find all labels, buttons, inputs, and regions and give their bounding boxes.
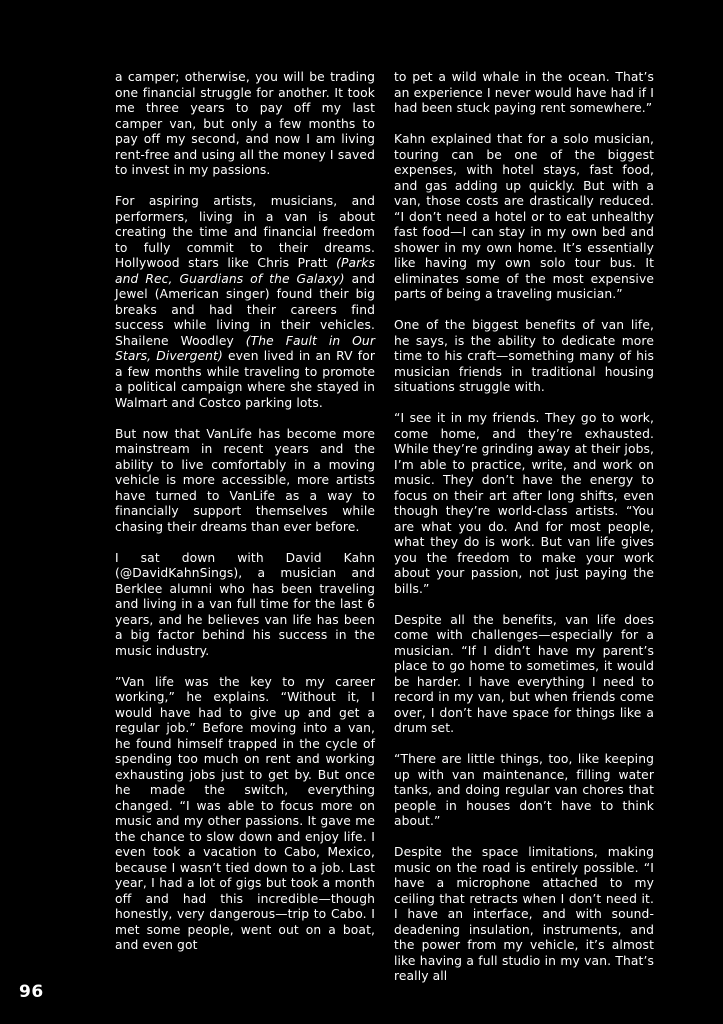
body-paragraph: a camper; otherwise, you will be trading one financial struggle for another. It took me three years to pay off my last camper van, but only a few months to pay off my second, and now I am living rent-free and using all the money I saved to invest in my passions. bbox=[115, 70, 375, 177]
body-paragraph bbox=[115, 194, 375, 411]
body-paragraph: Despite all the benefits, van life does come with challenges—especially for a musician. “If I didn’t have my parent’s place to go home to sometimes, it would be harder. I have everything I need to record in my van, but when friends come over, I don’t have space for things like a drum set. bbox=[394, 612, 654, 735]
body-paragraph: “There are little things, too, like keeping up with van maintenance, filling water tanks, and doing regular van chores that people in houses don’t have to think about.” bbox=[394, 752, 654, 828]
text-run: even lived in an RV for a few months while traveling to promote a political campaign where she stayed in Walmart and Costco parking lots. bbox=[115, 349, 375, 410]
body-paragraph: One of the biggest benefits of van life, he says, is the ability to dedicate more time to his craft—something many of his musician friends in traditional housing situations struggle with. bbox=[394, 318, 654, 394]
italic-credit: (The Fault in Our Stars, Divergent) bbox=[115, 333, 375, 363]
text-run: For aspiring artists, musicians, and performers, living in a van is about creating the time and financial freedom to fully commit to their dreams. Hollywood stars like Chris Pratt bbox=[115, 194, 375, 270]
page-number: 96 bbox=[19, 982, 44, 1002]
body-paragraph: Kahn explained that for a solo musician, touring can be one of the biggest expenses, with hotel stays, fast food, and gas adding up quickly. But with a van, those costs are drastically reduced. “I don’t need a hotel or to eat unhealthy fast food—I can stay in my own bed and shower in my own home. It’s essentially like having my own solo tour bus. It eliminates some of the most expensive parts of being a traveling musician.” bbox=[394, 132, 654, 301]
body-paragraph: I sat down with David Kahn (@DavidKahnSings), a musician and Berklee alumni who has been traveling and living in a van full time for the last 6 years, and he believes van life has been a big factor behind his success in the music industry. bbox=[115, 550, 375, 658]
text-run: and Jewel (American singer) found their big breaks and had their careers find success while living in their vehicles. Shailene Woodley bbox=[115, 271, 376, 348]
left-text-column bbox=[115, 70, 375, 969]
body-paragraph: Despite the space limitations, making music on the road is entirely possible. “I have a microphone attached to my ceiling that retracts when I don’t need it. I have an interface, and with sound-deadening insulation, instruments, and the power from my vehicle, it’s almost like having a full studio in my van. That’s really all bbox=[394, 845, 654, 983]
body-paragraph: But now that VanLife has become more mainstream in recent years and the ability to live comfortably in a moving vehicle is more accessible, more artists have turned to VanLife as a way to financially support themselves while chasing their dreams than ever before. bbox=[115, 426, 375, 534]
body-paragraph: to pet a wild whale in the ocean. That’s an experience I never would have had if I had been stuck paying rent somewhere.” bbox=[394, 70, 654, 115]
italic-credit: (Parks and Rec, Guardians of the Galaxy) bbox=[115, 256, 375, 286]
right-text-column bbox=[394, 70, 654, 1000]
body-paragraph: ”Van life was the key to my career working,” he explains. “Without it, I would have had to give up and get a regular job.” Before moving into a van, he found himself trapped in the cycle of spending too much on rent and working exhausting jobs just to get by. But once he made the switch, everything changed. “I was able to focus more on music and my other passions. It gave me the chance to slow down and enjoy life. I even took a vacation to Cabo, Mexico, because I wasn’t tied down to a job. Last year, I had a lot of gigs but took a month off and had this incredible—though honestly, very dangerous—trip to Cabo. I met some people, went out on a boat, and even got bbox=[115, 674, 375, 952]
body-paragraph: “I see it in my friends. They go to work, come home, and they’re exhausted. While they’re grinding away at their jobs, I’m able to practice, write, and work on music. They don’t have the energy to focus on their art after long shifts, even though they’re world-class artists. “You are what you do. And for most people, what they do is work. But van life gives you the freedom to make your work about your passion, not just paying the bills.” bbox=[394, 411, 654, 596]
